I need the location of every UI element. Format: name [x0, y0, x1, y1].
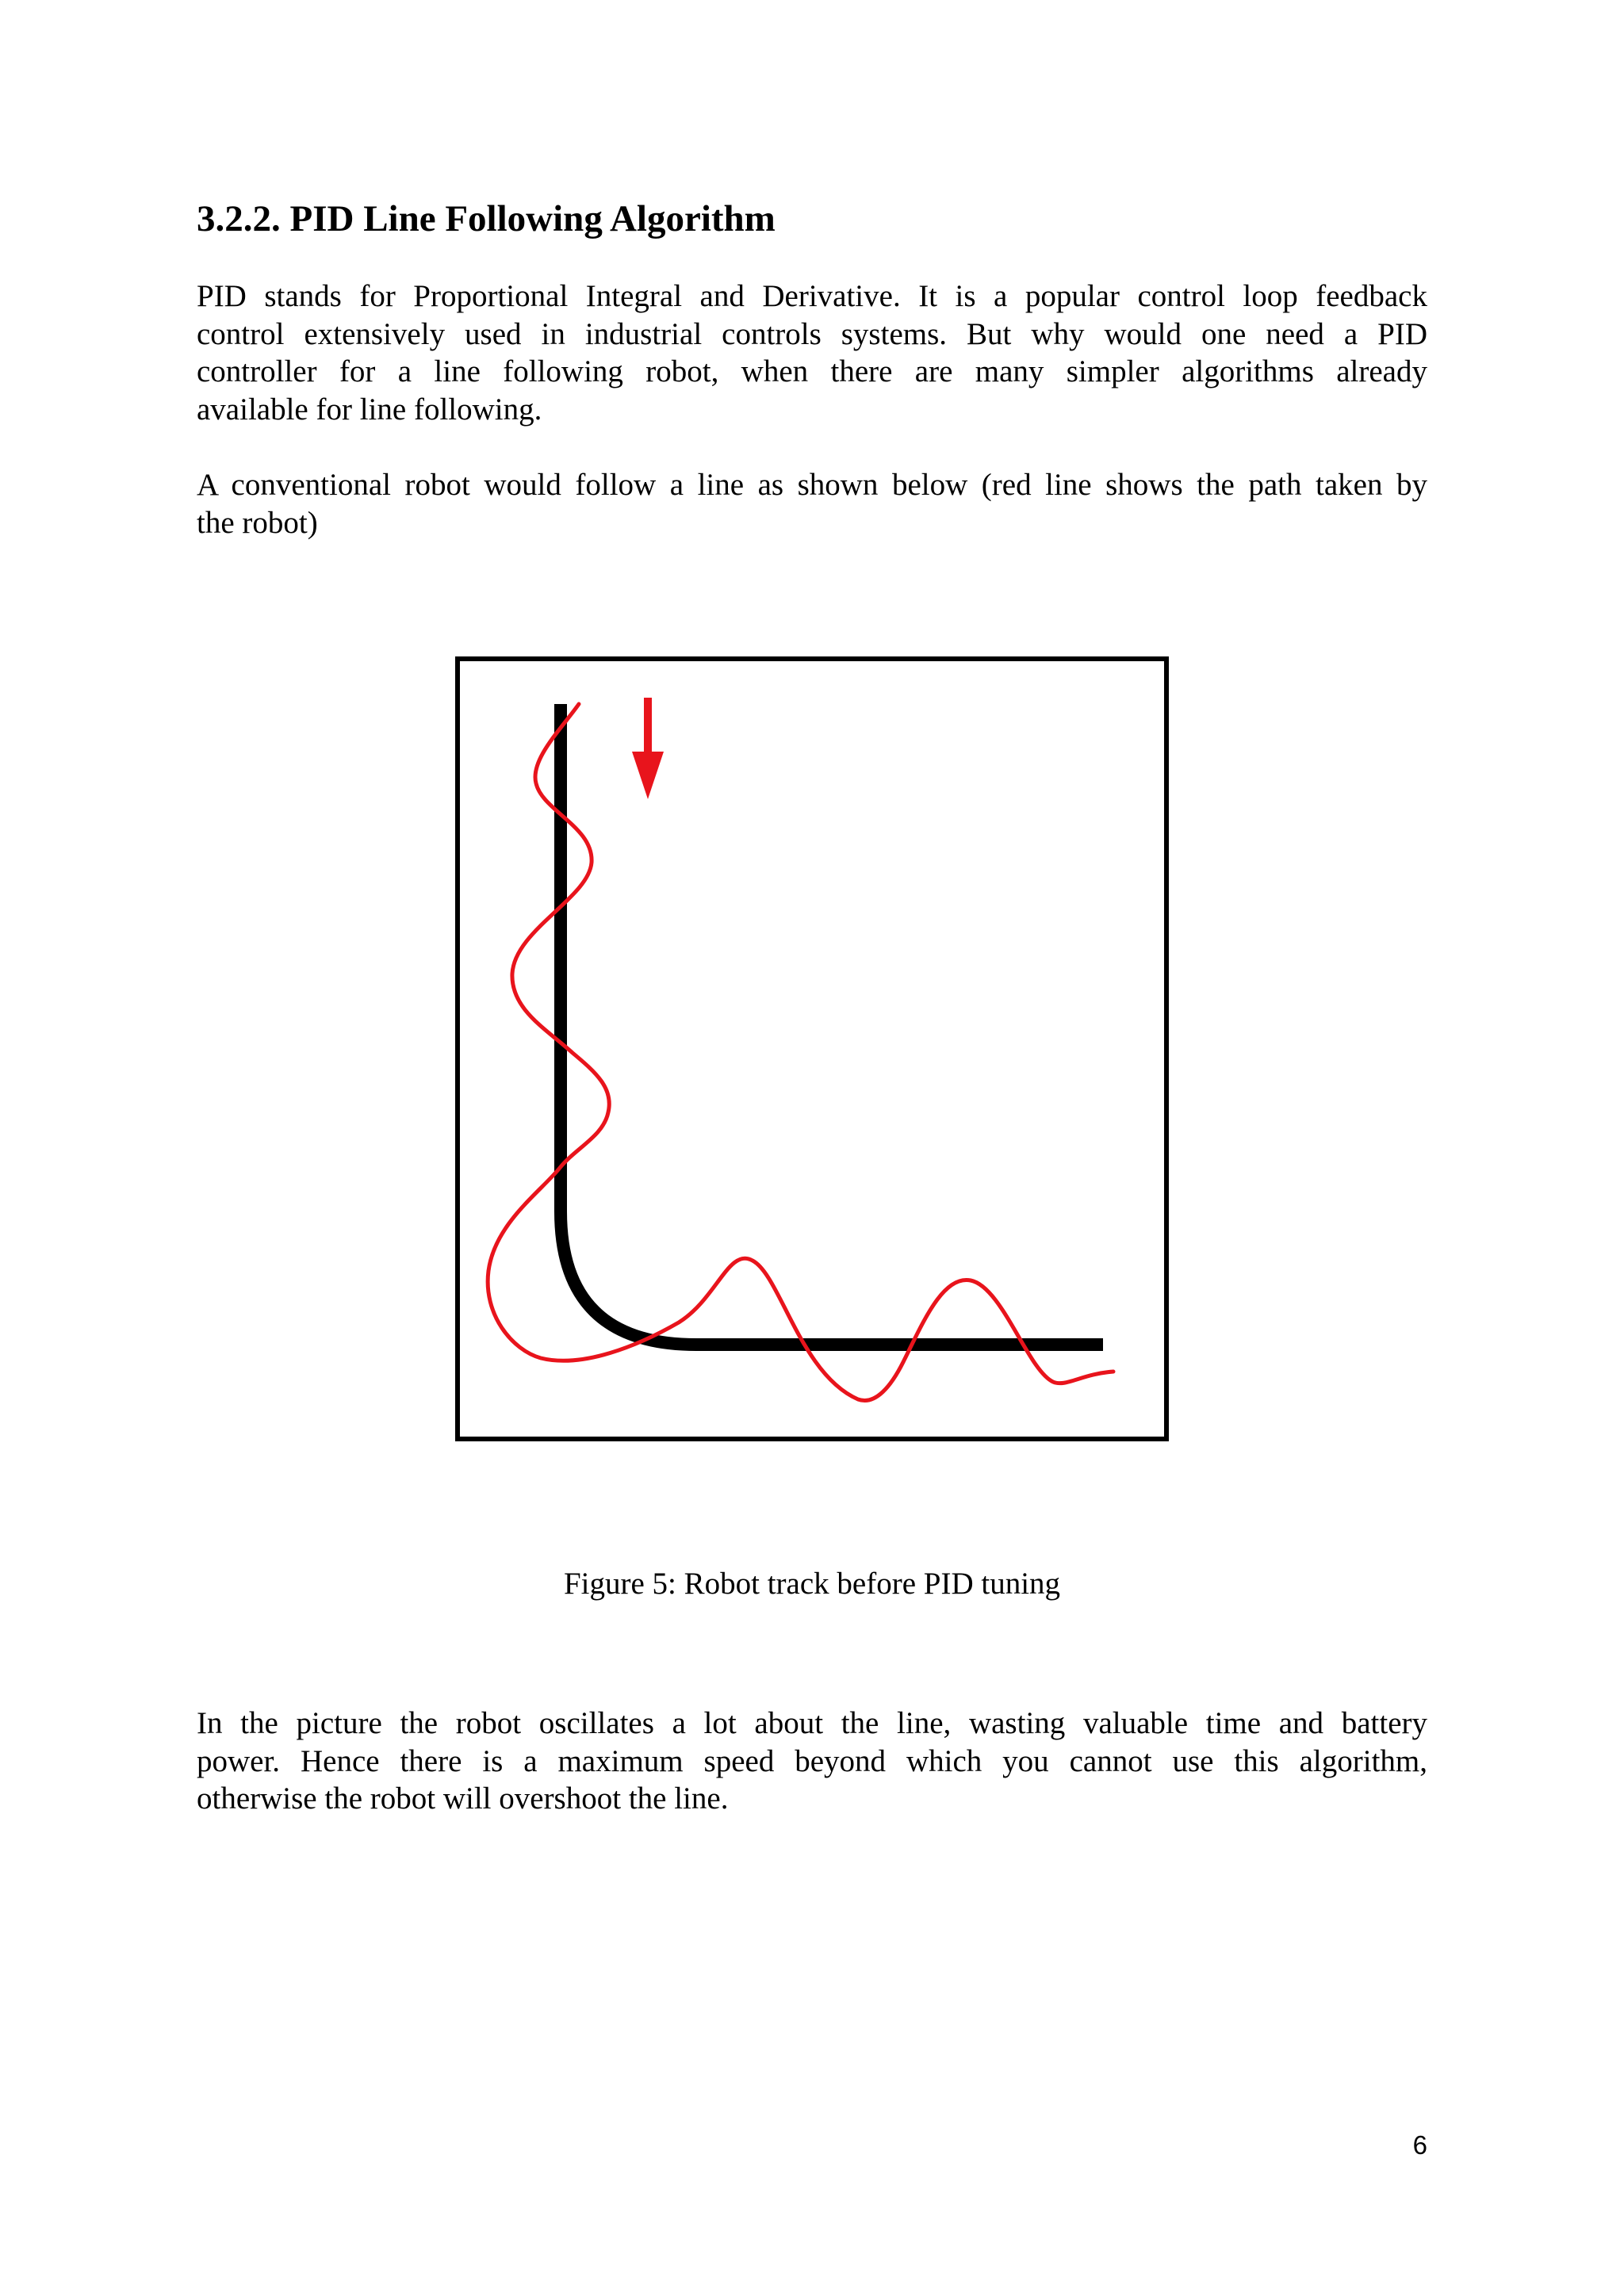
- figure-caption: Figure 5: Robot track before PID tuning: [563, 1567, 1061, 1601]
- intro-paragraph: [197, 277, 1427, 428]
- direction-arrow-icon: [632, 698, 664, 799]
- section-heading: 3.2.2. PID Line Following Algorithm: [197, 198, 776, 239]
- figure-intro-paragraph: [197, 466, 1427, 541]
- text-line: otherwise the robot will overshoot the line.: [197, 1781, 729, 1816]
- page-number: 6: [1412, 2130, 1427, 2160]
- text-line: available for line following.: [197, 392, 542, 427]
- text-line: controller for a line following robot, when there are many simpler algorithms already: [197, 354, 1427, 388]
- text-line: A conventional robot would follow a line as shown below (red line shows the path taken by: [197, 468, 1427, 502]
- text-line: the robot): [197, 505, 318, 540]
- text-line: control extensively used in industrial controls systems. But why would one need a PID: [197, 316, 1427, 351]
- text-line: power. Hence there is a maximum speed beyond which you cannot use this algorithm,: [197, 1743, 1427, 1778]
- text-line: In the picture the robot oscillates a lot about the line, wasting valuable time and battery: [197, 1706, 1427, 1740]
- conclusion-paragraph: [197, 1705, 1427, 1818]
- robot-track-illustration: [455, 656, 1169, 1441]
- black-track-line: [561, 704, 1103, 1345]
- text-line: PID stands for Proportional Integral and Derivative. It is a popular control loop feedback: [197, 279, 1427, 313]
